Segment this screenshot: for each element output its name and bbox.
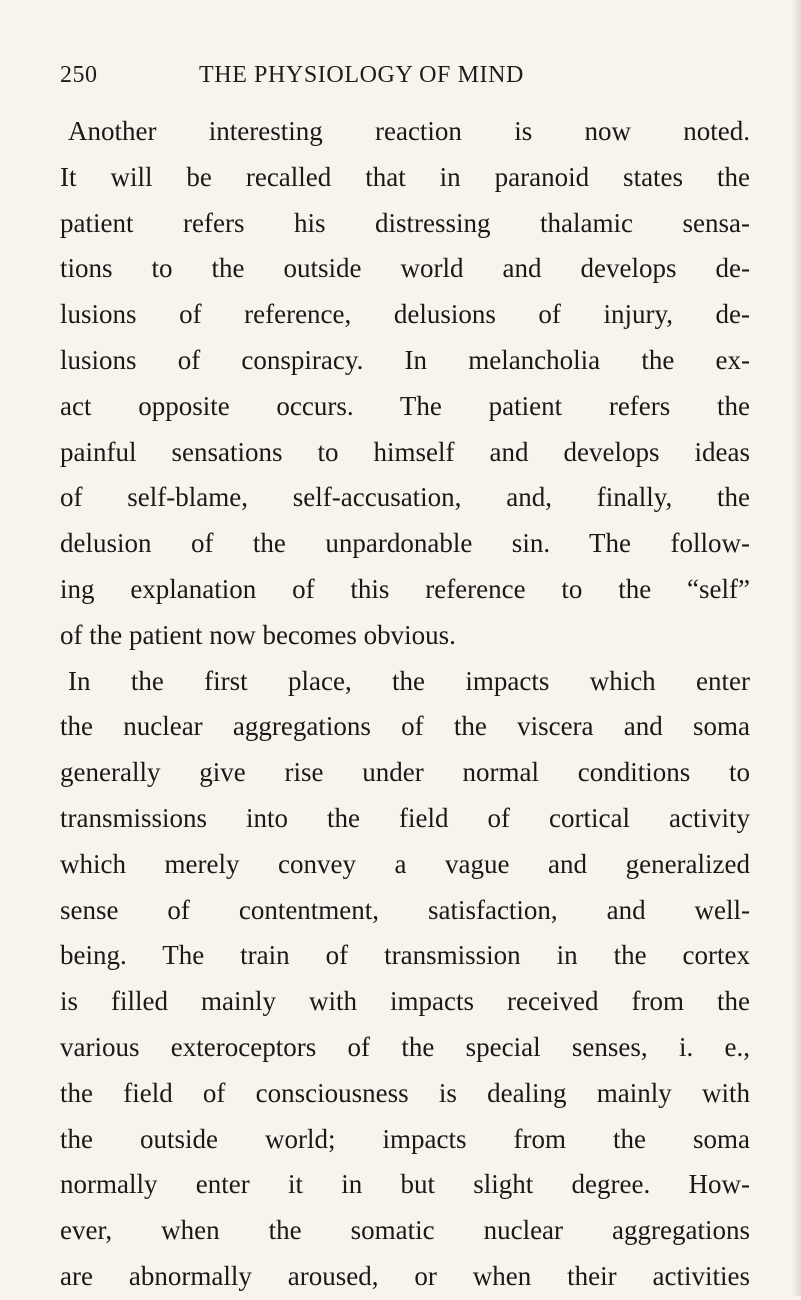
text-line: ing explanation of this reference to the “self” xyxy=(60,573,750,604)
text-line: the field of consciousness is dealing mainly with xyxy=(60,1077,750,1108)
text-line: painful sensations to himself and develops ideas xyxy=(60,436,750,467)
book-title: THE PHYSIOLOGY OF MIND xyxy=(199,62,524,88)
text-line: of self-blame, self-accusation, and, finally, the xyxy=(60,482,750,513)
text-line: delusion of the unpardonable sin. The follow- xyxy=(60,528,750,559)
text-line: Another interesting reaction is now noted. xyxy=(68,116,750,146)
text-line: the nuclear aggregations of the viscera and soma xyxy=(60,711,750,742)
text-line: normally enter it in but slight degree. How- xyxy=(60,1169,750,1200)
text-line: sense of contentment, satisfaction, and well- xyxy=(60,894,750,925)
text-line: lusions of conspiracy. In melancholia the ex- xyxy=(60,344,750,375)
text-line: tions to the outside world and develops de- xyxy=(60,253,750,284)
text-line: In the first place, the impacts which enter xyxy=(68,665,750,696)
text-line: various exteroceptors of the special senses, i. e., xyxy=(60,1031,750,1062)
text-line: ever, when the somatic nuclear aggregations xyxy=(60,1215,750,1246)
text-line: is filled mainly with impacts received from the xyxy=(60,986,750,1017)
running-head xyxy=(60,62,740,94)
text-line: of the patient now becomes obvious. xyxy=(60,619,456,650)
text-line: transmissions into the field of cortical activity xyxy=(60,802,750,833)
text-line: are abnormally aroused, or when their activities xyxy=(60,1260,750,1291)
text-line: generally give rise under normal conditions to xyxy=(60,757,750,788)
text-line: which merely convey a vague and generalized xyxy=(60,848,750,879)
text-line: being. The train of transmission in the cortex xyxy=(60,940,750,971)
page-number: 250 xyxy=(60,62,98,88)
text-line: lusions of reference, delusions of injury, de- xyxy=(60,299,750,330)
body-text xyxy=(60,109,750,1300)
text-line: the outside world; impacts from the soma xyxy=(60,1123,750,1154)
text-line: It will be recalled that in paranoid states the xyxy=(60,161,750,192)
page-edge-shadow xyxy=(791,0,801,1296)
text-line: patient refers his distressing thalamic sensa- xyxy=(60,207,750,238)
text-line: act opposite occurs. The patient refers the xyxy=(60,390,750,421)
